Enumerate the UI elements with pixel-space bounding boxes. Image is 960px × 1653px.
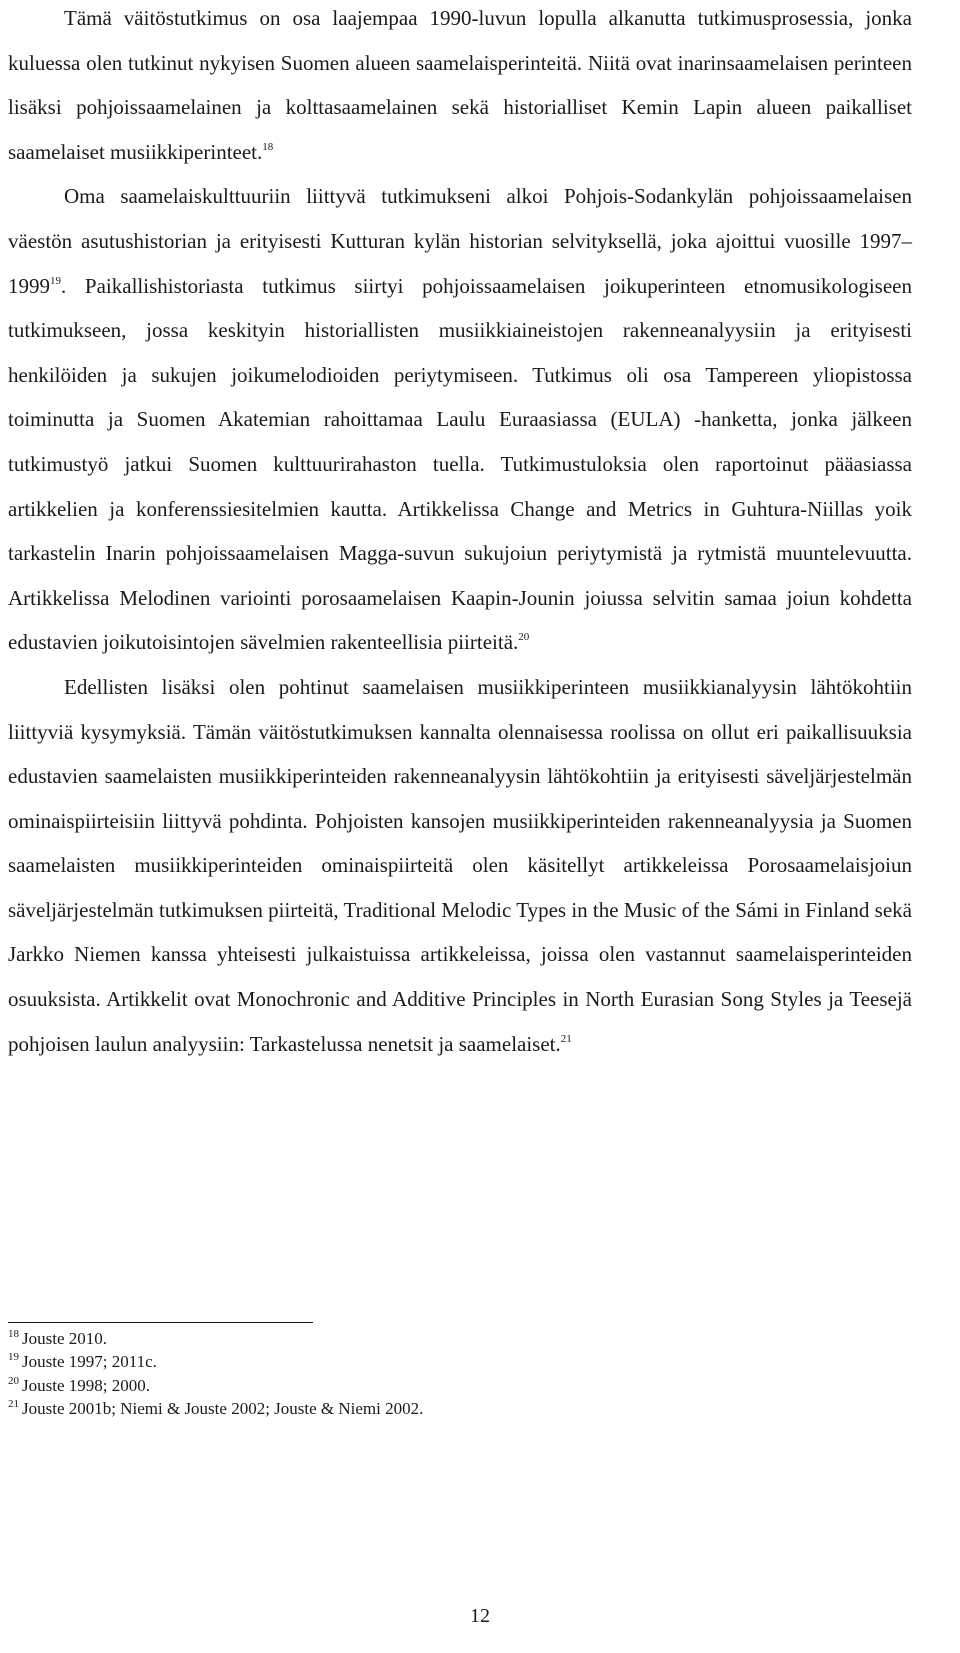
footnote-text: Jouste 2001b; Niemi & Jouste 2002; Jouste & Niemi 2002. [22, 1399, 424, 1419]
footnotes [8, 1327, 912, 1421]
paragraph-text: . Paikallishistoriasta tutkimus siirtyi pohjoissaamelaisen joikuperinteen etnomusikologiseen tutkimukseen, jossa keskityin historiallisten musiikkiaineistojen rakenneanalyysiin ja erityisesti henkilöiden ja sukujen joikumelodioiden periytymiseen. Tutkimus oli osa Tampereen yliopistossa toiminutta ja Suomen Akatemian rahoittamaa Laulu Euraasiassa (EULA) -hanketta, jonka jälkeen tutkimustyö jatkui Suomen kulttuurirahaston tuella. Tutkimustuloksia olen raportoinut pääasiassa artikkelien ja konferenssiesitelmien kautta. Artikkelissa Change and Metrics in Guhtura-Niillas yoik tarkastelin Inarin pohjoissaamelaisen Magga-suvun sukujoiun periytymistä ja rytmistä muuntelevuutta. Artikkelissa Melodinen variointi porosaamelaisen Kaapin-Jounin joiussa selvitin samaa joiun kohdetta edustavien joikutoisintojen sävelmien rakenteellisia piirteitä. [8, 273, 912, 655]
footnote-number: 19 [8, 1351, 19, 1364]
paragraph-text: Tämä väitöstutkimus on osa laajempaa 1990-luvun lopulla alkanutta tutkimusprosessia, jonka kuluessa olen tutkinut nykyisen Suomen alueen saamelaisperinteitä. Niitä ovat inarinsaamelaisen perinteen lisäksi pohjoissaamelainen ja kolttasaamelainen sekä historialliset Kemin Lapin alueen paikalliset saamelaiset musiikkiperinteet. [8, 6, 912, 164]
footnote [8, 1374, 912, 1397]
footnote-number: 20 [8, 1374, 19, 1387]
footnote-number: 18 [8, 1328, 19, 1340]
footnote-reference: 18 [262, 140, 274, 153]
paragraph-text: Edellisten lisäksi olen pohtinut saamelaisen musiikkiperinteen musiikkianalyysin lähtökohtiin liittyviä kysymyksiä. Tämän väitöstutkimuksen kannalta olennaisessa roolissa on ollut eri paikallisuuksia edustavien saamelaisten musiikkiperinteiden rakenneanalyysin lähtökohtiin ja erityisesti säveljärjestelmän ominaispiirteisiin liittyvä pohdinta. Pohjoisten kansojen musiikkiperinteiden rakenneanalyysia ja Suomen saamelaisten musiikkiperinteiden ominaispiirteitä olen käsitellyt artikkeleissa Porosaamelaisjoiun säveljärjestelmän tutkimuksen piirteitä, Traditional Melodic Types in the Music of the Sámi in Finland sekä Jarkko Niemen kanssa yhteisesti julkaistuissa artikkeleissa, joissa olen vastannut saamelaisperinteiden osuuksista. Artikkelit ovat Monochronic and Additive Principles in North Eurasian Song Styles ja Teesejä pohjoisen laulun analyysiin: Tarkastelussa nenetsit ja saamelaiset. [8, 674, 912, 1056]
footnote-reference: 19 [50, 274, 61, 287]
paragraph-2 [8, 174, 912, 665]
footnote-reference: 20 [518, 631, 530, 644]
page-body [8, 0, 912, 1066]
paragraph-3 [8, 665, 912, 1066]
page-number: 12 [470, 1605, 490, 1627]
footnote-text: Jouste 1998; 2000. [22, 1375, 150, 1395]
footnote [8, 1397, 912, 1420]
footnote-reference: 21 [560, 1032, 572, 1045]
paragraph-text: Oma saamelaiskulttuuriin liittyvä tutkimukseni alkoi Pohjois-Sodankylän pohjoissaamelaisen väestön asutushistorian ja erityisesti Kutturan kylän historian selvityksellä, joka ajoittui vuosille 1997–1999 [8, 184, 912, 298]
footnote [8, 1350, 912, 1373]
paragraph-1 [8, 0, 912, 174]
footnote-separator [8, 1322, 313, 1323]
footnote-text: Jouste 2010. [22, 1329, 107, 1348]
footnote [8, 1327, 912, 1350]
footnote-number: 21 [8, 1398, 19, 1411]
footnote-text: Jouste 1997; 2011c. [22, 1352, 157, 1372]
